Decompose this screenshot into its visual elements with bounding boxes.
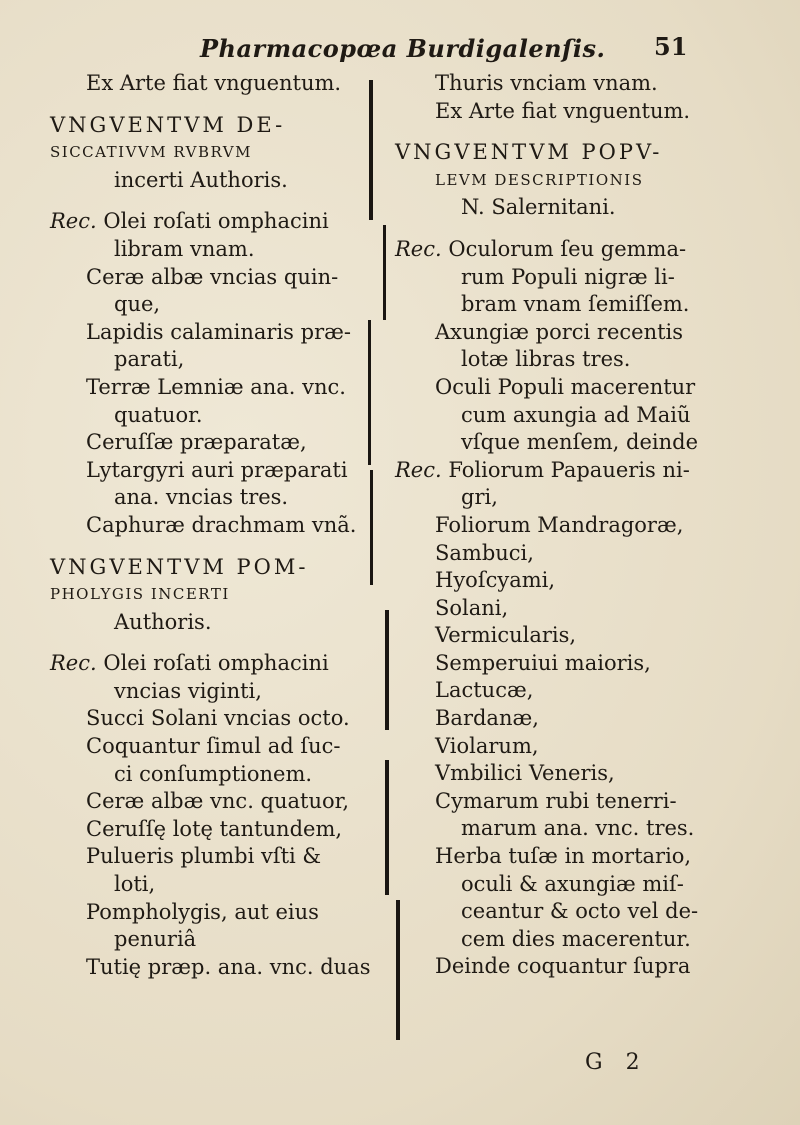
text-line: N. Salernitani. — [461, 195, 616, 220]
text-line: Violarum, — [435, 733, 539, 758]
brace-rule — [385, 610, 389, 730]
brace-rule — [368, 320, 371, 465]
text-line: Authoris. — [114, 609, 212, 634]
text-line: Lytargyri auri præparati — [86, 457, 348, 482]
text-line: Oculi Populi macerentur — [435, 374, 696, 399]
text-line: que, — [114, 292, 161, 317]
text-line: Terræ Lemniæ ana. vnc. — [86, 374, 346, 399]
text-line: loti, — [114, 872, 156, 897]
text-line: Rec. Olei roſati omphacini — [50, 651, 329, 676]
text-line: incerti Authoris. — [114, 167, 288, 192]
text-line: Rec. Foliorum Papaueris ni- — [395, 457, 690, 482]
brace-rule — [383, 225, 386, 320]
text-line: bram vnam ſemiſſem. — [461, 292, 690, 317]
brace-rule — [385, 760, 389, 895]
recipe-mark: Rec. — [395, 236, 442, 261]
section-heading-line: SICCATIVVM RVBRVM — [50, 143, 252, 162]
signature-mark: G 2 — [585, 1050, 648, 1075]
text-line: Lapidis calaminaris præ- — [86, 319, 351, 344]
section-heading-line: LEVM DESCRIPTIONIS — [435, 170, 644, 189]
text-line: ana. vncias tres. — [114, 485, 289, 510]
text-line: Ex Arte fiat vnguentum. — [435, 98, 691, 123]
text-line: vſque menſem, deinde — [461, 430, 699, 455]
section-gap — [50, 194, 365, 208]
text-line: Semperuiui maioris, — [435, 650, 651, 675]
text-line: rum Populi nigræ li- — [461, 264, 675, 289]
right-column — [395, 70, 715, 981]
text-line: Bardanæ, — [435, 706, 539, 731]
section-heading-line: VNGVENTVM POPV- — [395, 140, 663, 165]
section-heading-line: VNGVENTVM DE- — [50, 112, 286, 137]
text-line: Deinde coquantur ſupra — [435, 954, 691, 979]
text-line: Pompholygis, aut eius — [86, 899, 319, 924]
text-line: Cymarum rubi tenerri- — [435, 788, 677, 813]
text-line: Vermicularis, — [435, 623, 577, 648]
text-line: Lactucæ, — [435, 678, 534, 703]
text-line: Thuris vnciam vnam. — [435, 71, 658, 95]
text-line: Ceræ albæ vnc. quatuor, — [86, 789, 350, 814]
section-gap — [50, 540, 365, 554]
recipe-mark: Rec. — [50, 209, 97, 234]
text-line: Solani, — [435, 595, 509, 620]
running-header — [0, 30, 800, 70]
text-line: lotæ libras tres. — [461, 347, 631, 372]
text-line: penuriâ — [114, 927, 197, 952]
text-line: libram vnam. — [114, 236, 255, 261]
text-line: Foliorum Mandragoræ, — [435, 512, 684, 537]
text-line: Vmbilici Veneris, — [435, 761, 615, 786]
brace-rule — [396, 900, 400, 1040]
text-line: Herba tuſæ in mortario, — [435, 844, 692, 869]
left-column — [50, 70, 371, 981]
brace-rule — [370, 470, 373, 585]
page-number: 51 — [654, 32, 688, 61]
text-line: gri, — [461, 485, 498, 510]
text-line: ci conſumptionem. — [114, 761, 313, 786]
section-gap — [50, 98, 365, 112]
text-line: cum axungia ad Maiũ — [461, 402, 691, 427]
text-line: ceantur & octo vel de- — [461, 899, 699, 924]
section-gap — [50, 636, 365, 650]
section-heading-line: PHOLYGIS INCERTI — [50, 585, 230, 604]
text-line: vncias viginti, — [114, 678, 262, 703]
text-line: marum ana. vnc. tres. — [461, 816, 695, 841]
text-line: Axungiæ porci recentis — [435, 319, 684, 344]
text-line: cem dies macerentur. — [461, 926, 691, 951]
text-line: Succi Solani vncias octo. — [86, 706, 350, 731]
text-line: oculi & axungiæ miſ- — [461, 871, 684, 896]
text-line: quatuor. — [114, 402, 203, 427]
text-line: Rec. Olei roſati omphacini — [50, 209, 329, 234]
text-line: Ceruſſę lotę tantundem, — [86, 816, 343, 841]
text-line: Caphuræ drachmam vnã. — [86, 512, 357, 537]
text-line: Ceræ albæ vncias quin- — [86, 264, 339, 289]
brace-rule — [369, 80, 373, 220]
text-line: Rec. Oculorum ſeu gemma- — [395, 236, 687, 261]
section-gap — [395, 125, 715, 139]
text-line: Pulueris plumbi vſti & — [86, 844, 322, 869]
text-line: Tutię præp. ana. vnc. duas — [86, 954, 371, 979]
text-line: Ceruſſæ præparatæ, — [86, 430, 307, 455]
header-title: Pharmacopœa Burdigalenſis. — [200, 34, 606, 63]
recipe-mark: Rec. — [395, 457, 442, 482]
text-line: Ex Arte fiat vnguentum. — [86, 71, 342, 95]
text-line: parati, — [114, 347, 185, 372]
recipe-mark: Rec. — [50, 651, 97, 676]
text-line: Coquantur ſimul ad ſuc- — [86, 734, 341, 759]
text-line: Hyoſcyami, — [435, 568, 556, 593]
section-heading-line: VNGVENTVM POM- — [50, 554, 309, 579]
text-line: Sambuci, — [435, 540, 534, 565]
section-gap — [395, 222, 715, 236]
